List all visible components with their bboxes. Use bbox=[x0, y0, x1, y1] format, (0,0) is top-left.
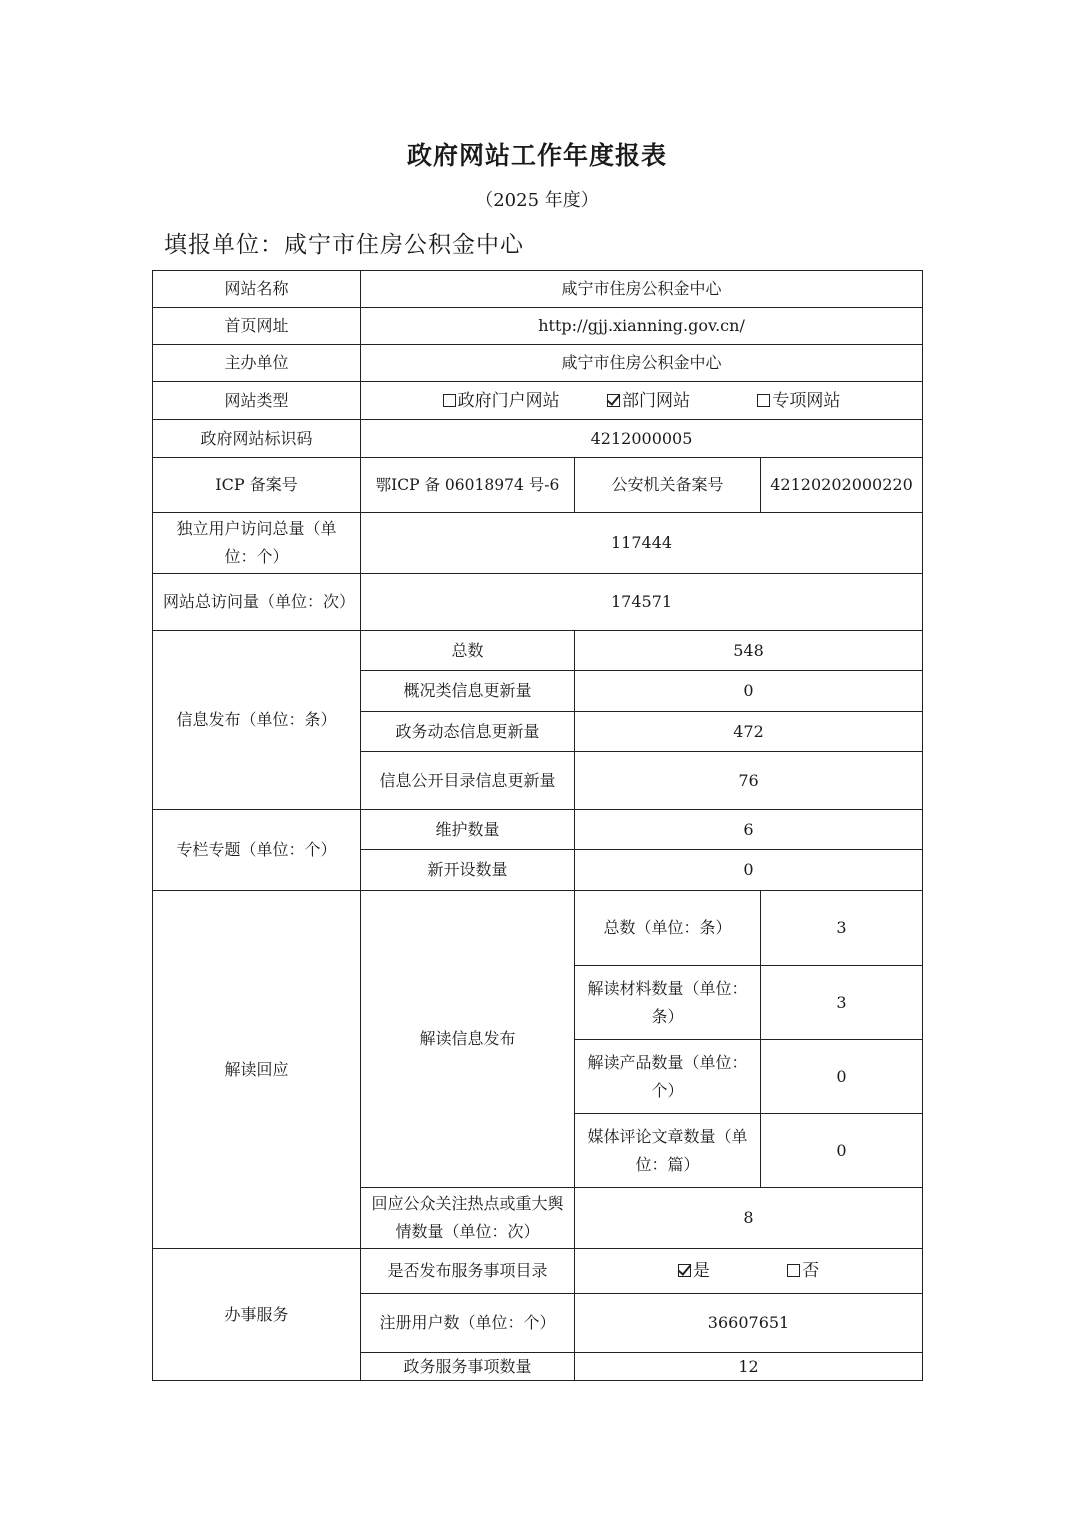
interp-products-value: 0 bbox=[761, 1040, 923, 1114]
report-year: （2025 年度） bbox=[475, 190, 599, 211]
homepage-value: http://gjj.xianning.gov.cn/ bbox=[361, 308, 923, 345]
filing-unit: 填报单位：咸宁市住房公积金中心 bbox=[164, 232, 524, 258]
report-table bbox=[152, 270, 923, 1381]
interp-products-label: 解读产品数量（单位：个） bbox=[575, 1040, 761, 1114]
info-news-value: 472 bbox=[575, 712, 923, 752]
table-row bbox=[153, 271, 923, 308]
site-type-options bbox=[361, 382, 923, 420]
table-row bbox=[153, 345, 923, 382]
option-label: 专项网站 bbox=[772, 390, 841, 411]
info-overview-value: 0 bbox=[575, 671, 923, 712]
columns-maintained-label: 维护数量 bbox=[361, 810, 575, 850]
info-total-label: 总数 bbox=[361, 631, 575, 671]
interpretation-publish-label: 解读信息发布 bbox=[361, 891, 575, 1188]
site-type-label: 网站类型 bbox=[153, 382, 361, 420]
table-row bbox=[153, 513, 923, 574]
columns-new-value: 0 bbox=[575, 850, 923, 891]
interp-response-value: 8 bbox=[575, 1188, 923, 1249]
checkbox-unchecked-icon bbox=[757, 394, 770, 407]
service-catalog-value bbox=[575, 1249, 923, 1294]
site-type-option bbox=[607, 387, 690, 415]
services-label: 办事服务 bbox=[153, 1249, 361, 1381]
table-row bbox=[153, 458, 923, 513]
columns-maintained-value: 6 bbox=[575, 810, 923, 850]
site-code-value: 4212000005 bbox=[361, 420, 923, 458]
interp-materials-label: 解读材料数量（单位：条） bbox=[575, 966, 761, 1040]
table-row bbox=[153, 1249, 923, 1294]
homepage-label: 首页网址 bbox=[153, 308, 361, 345]
service-items-label: 政务服务事项数量 bbox=[361, 1353, 575, 1381]
table-row bbox=[153, 420, 923, 458]
unique-visitors-value: 117444 bbox=[361, 513, 923, 574]
site-name-value: 咸宁市住房公积金中心 bbox=[361, 271, 923, 308]
service-catalog-no bbox=[787, 1257, 819, 1285]
interp-media-label: 媒体评论文章数量（单位：篇） bbox=[575, 1114, 761, 1188]
table-row bbox=[153, 810, 923, 850]
interp-total-label: 总数（单位：条） bbox=[575, 891, 761, 966]
sponsor-label: 主办单位 bbox=[153, 345, 361, 382]
info-news-label: 政务动态信息更新量 bbox=[361, 712, 575, 752]
icp-label: ICP 备案号 bbox=[153, 458, 361, 513]
service-items-value: 12 bbox=[575, 1353, 923, 1381]
interpretation-label: 解读回应 bbox=[153, 891, 361, 1249]
total-visits-value: 174571 bbox=[361, 574, 923, 631]
interp-response-label: 回应公众关注热点或重大舆情数量（单位：次） bbox=[361, 1188, 575, 1249]
checkbox-unchecked-icon bbox=[787, 1264, 800, 1277]
columns-label: 专栏专题（单位：个） bbox=[153, 810, 361, 891]
checkbox-unchecked-icon bbox=[443, 394, 456, 407]
info-overview-label: 概况类信息更新量 bbox=[361, 671, 575, 712]
table-row bbox=[153, 382, 923, 420]
police-record-value: 42120202000220 bbox=[761, 458, 923, 513]
interp-media-value: 0 bbox=[761, 1114, 923, 1188]
police-record-label: 公安机关备案号 bbox=[575, 458, 761, 513]
option-label: 部门网站 bbox=[622, 390, 691, 411]
total-visits-label: 网站总访问量（单位：次） bbox=[153, 574, 361, 631]
option-label: 政府门户网站 bbox=[457, 390, 560, 411]
site-type-option bbox=[443, 387, 560, 415]
checkbox-checked-icon bbox=[678, 1264, 691, 1277]
site-code-label: 政府网站标识码 bbox=[153, 420, 361, 458]
site-type-option bbox=[757, 387, 840, 415]
interp-total-value: 3 bbox=[761, 891, 923, 966]
option-label: 是 bbox=[692, 1261, 710, 1281]
columns-new-label: 新开设数量 bbox=[361, 850, 575, 891]
checkbox-checked-icon bbox=[607, 394, 620, 407]
table-row bbox=[153, 891, 923, 966]
table-row bbox=[153, 631, 923, 671]
registered-users-value: 36607651 bbox=[575, 1294, 923, 1353]
report-title: 政府网站工作年度报表 bbox=[406, 141, 667, 170]
registered-users-label: 注册用户数（单位：个） bbox=[361, 1294, 575, 1353]
unique-visitors-label: 独立用户访问总量（单位：个） bbox=[153, 513, 361, 574]
info-total-value: 548 bbox=[575, 631, 923, 671]
table-row bbox=[153, 308, 923, 345]
table-row bbox=[153, 574, 923, 631]
interp-materials-value: 3 bbox=[761, 966, 923, 1040]
site-name-label: 网站名称 bbox=[153, 271, 361, 308]
info-publish-label: 信息发布（单位：条） bbox=[153, 631, 361, 810]
info-catalog-label: 信息公开目录信息更新量 bbox=[361, 752, 575, 810]
sponsor-value: 咸宁市住房公积金中心 bbox=[361, 345, 923, 382]
icp-value: 鄂ICP 备 06018974 号-6 bbox=[361, 458, 575, 513]
info-catalog-value: 76 bbox=[575, 752, 923, 810]
service-catalog-yes bbox=[678, 1257, 710, 1285]
option-label: 否 bbox=[802, 1261, 820, 1281]
service-catalog-label: 是否发布服务事项目录 bbox=[361, 1249, 575, 1294]
